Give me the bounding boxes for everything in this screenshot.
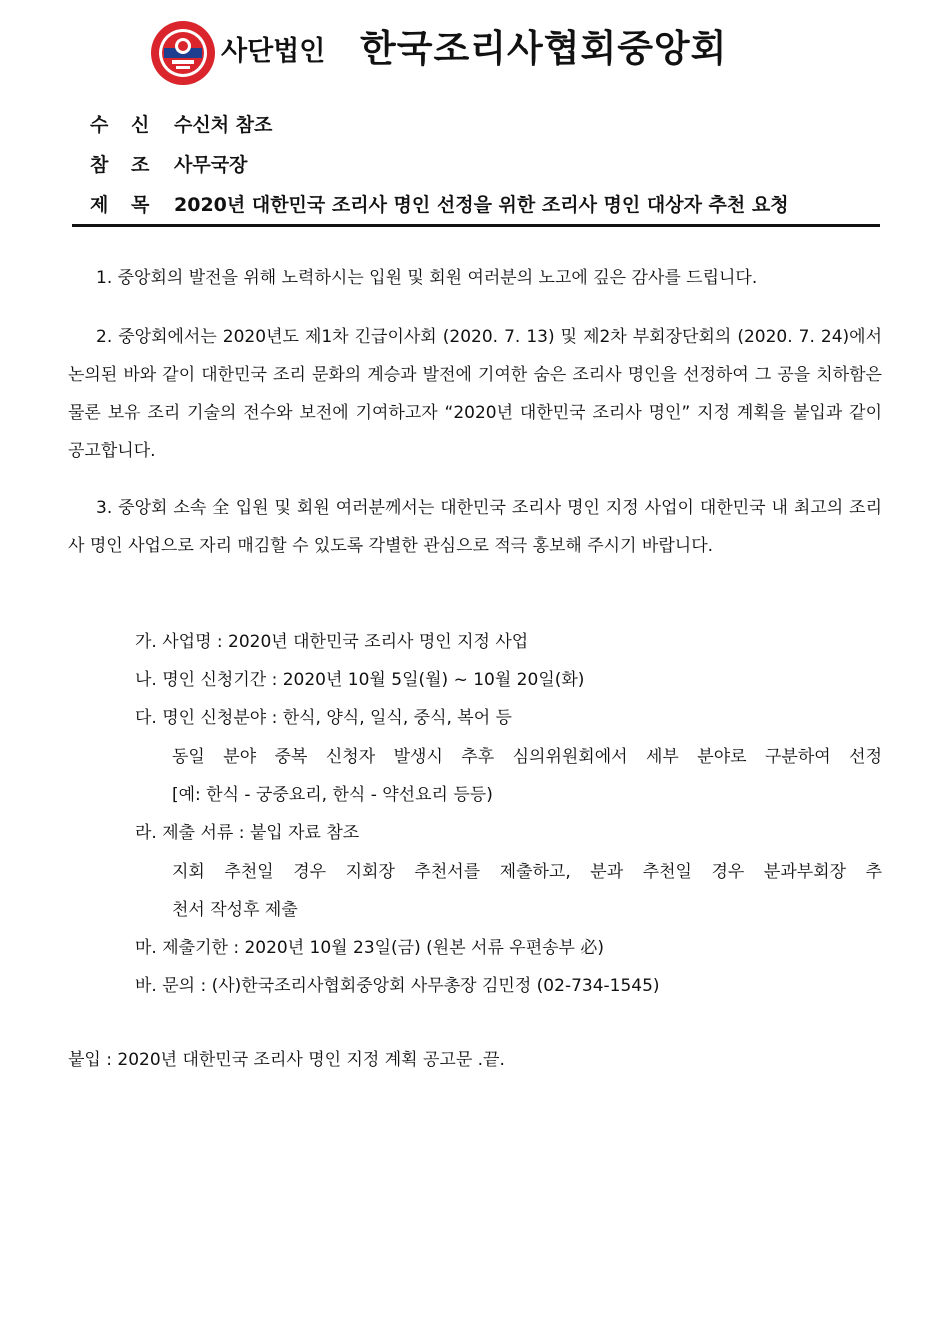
subject-row: [90, 190, 789, 220]
header-divider: [72, 224, 880, 227]
item-documents: 라. 제출 서류 : 붙입 자료 참조: [135, 823, 360, 843]
recipient-row: [90, 110, 272, 140]
item-application-period: 나. 명인 신청기간 : 2020년 10월 5일(월) ~ 10월 20일(화): [135, 670, 585, 690]
reference-value: 사무국장: [174, 154, 248, 176]
reference-row: [90, 150, 247, 180]
association-seal-logo: [150, 20, 216, 86]
paragraph-2: [68, 318, 882, 470]
letterhead: [0, 0, 950, 100]
paragraph-1-text: 1. 중앙회의 발전을 위해 노력하시는 입원 및 회원 여러분의 노고에 깊은 감사를 드립니다.: [96, 268, 758, 288]
subject-value: 2020년 대한민국 조리사 명인 선정을 위한 조리사 명인 대상자 추천 요청: [174, 194, 789, 216]
item-business-name: 가. 사업명 : 2020년 대한민국 조리사 명인 지정 사업: [135, 632, 529, 652]
recipient-label: 수 신: [90, 114, 158, 136]
item-documents-note: 지회 추천일 경우 지회장 추천서를 제출하고, 분과 추천일 경우 분과부회장 추: [172, 862, 882, 882]
item-documents-note-cont: 천서 작성후 제출: [172, 900, 298, 920]
org-type: 사단법인: [221, 36, 326, 67]
reference-label: 참 조: [90, 154, 158, 176]
recipient-value: 수신처 참조: [174, 114, 273, 136]
paragraph-3-text: 3. 중앙회 소속 全 입원 및 회원 여러분께서는 대한민국 조리사 명인 지정 사업이 대한민국 내 최고의 조리사 명인 사업으로 자리 매김할 수 있도록 각별한 관심으로 적극 홍보해 주시기 바랍니다.: [68, 498, 882, 556]
paragraph-1: [68, 259, 882, 297]
paragraph-2-text: 2. 중앙회에서는 2020년도 제1차 긴급이사회 (2020. 7. 13) 및 제2차 부회장단회의 (2020. 7. 24)에서 논의된 바와 같이 대한민국 조리 문화의 계승과 발전에 기여한 숨은 조리사 명인을 선정하여 그 공을 치하함은 물론 보유 조리 기술의 전수와 보전에 기여하고자 “2020년 대한민국 조리사 명인” 지정 계획을 붙입과 같이 공고합니다.: [68, 327, 882, 461]
item-inquiry: 바. 문의 : (사)한국조리사협회중앙회 사무총장 김민정 (02-734-1545): [135, 976, 660, 996]
item-field-example: [예: 한식 - 궁중요리, 한식 - 약선요리 등등): [172, 785, 493, 805]
org-name: 한국조리사협회중앙회: [360, 27, 728, 70]
item-deadline: 마. 제출기한 : 2020년 10월 23일(금) (원본 서류 우편송부 必): [135, 938, 604, 958]
item-field-note: 동일 분야 중복 신청자 발생시 추후 심의위원회에서 세부 분야로 구분하여 선정: [172, 747, 882, 767]
item-application-field: 다. 명인 신청분야 : 한식, 양식, 일식, 중식, 복어 등: [135, 708, 512, 728]
subject-label: 제 목: [90, 194, 158, 216]
attachment-note: 붙입 : 2020년 대한민국 조리사 명인 지정 계획 공고문 .끝.: [68, 1050, 505, 1070]
paragraph-3: [68, 489, 882, 565]
